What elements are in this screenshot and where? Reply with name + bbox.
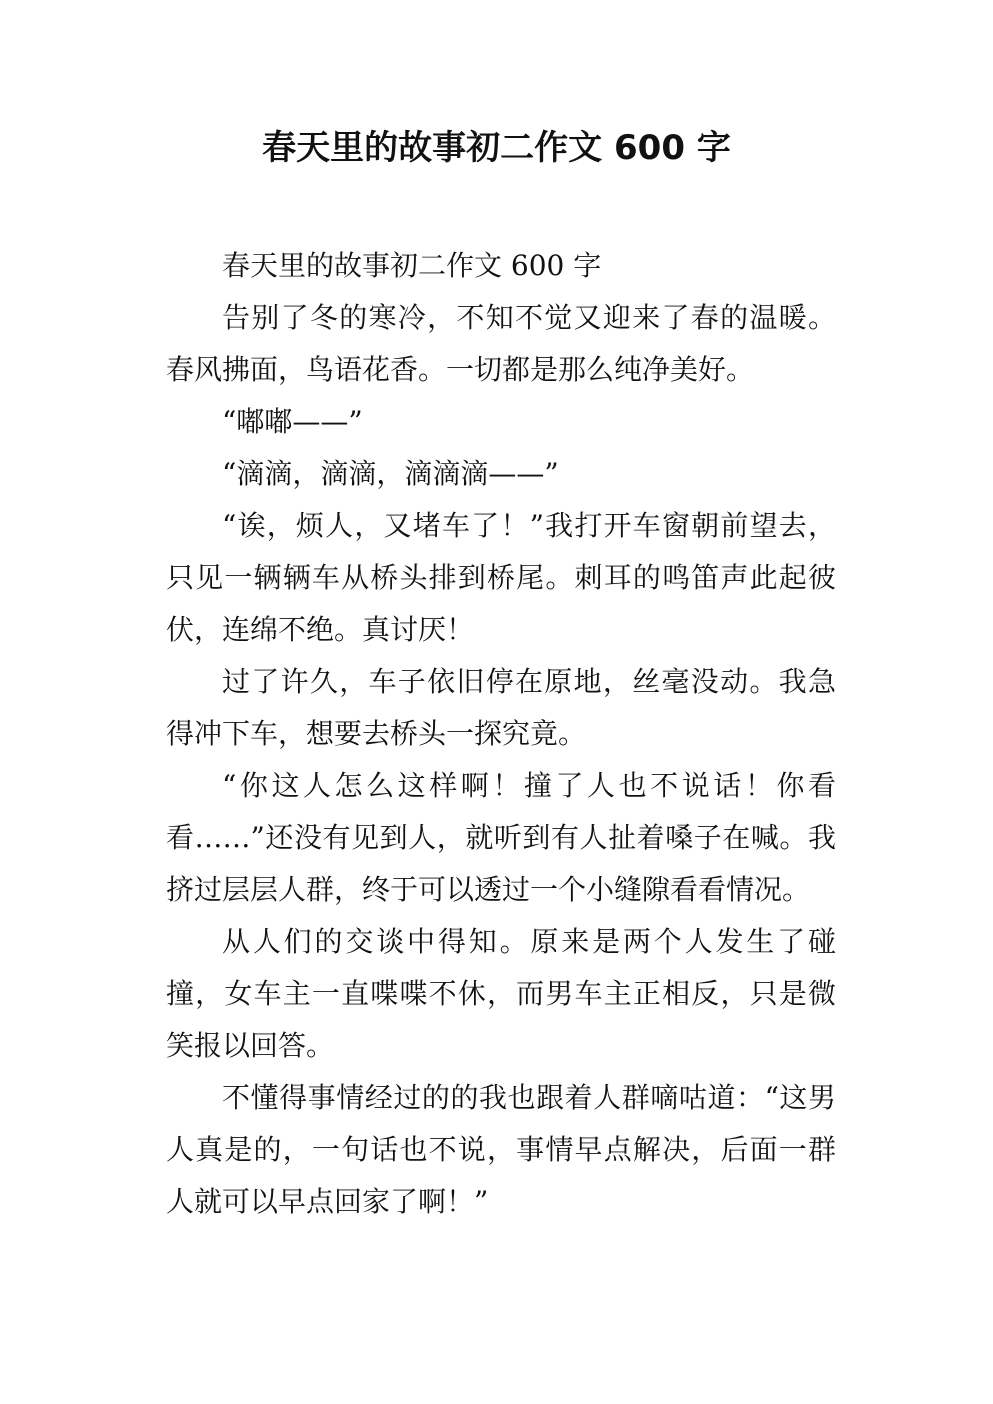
paragraph: 告别了冬的寒冷，不知不觉又迎来了春的温暖。春风拂面，鸟语花香。一切都是那么纯净美好。 xyxy=(166,301,836,386)
paragraph-subtitle: 春天里的故事初二作文 600 字 xyxy=(222,249,602,282)
paragraph: 过了许久，车子依旧停在原地，丝毫没动。我急得冲下车，想要去桥头一探究竟。 xyxy=(166,665,836,750)
paragraph: “诶，烦人，又堵车了！”我打开车窗朝前望去，只见一辆辆车从桥头排到桥尾。刺耳的鸣笛声此起彼伏，连绵不绝。真讨厌！ xyxy=(166,509,836,646)
paragraph: “你这人怎么这样啊！撞了人也不说话！你看看……”还没有见到人，就听到有人扯着嗓子在喊。我挤过层层人群，终于可以透过一个小缝隙看看情况。 xyxy=(166,769,836,906)
paragraph: “嘟嘟——” xyxy=(222,405,363,438)
document-title: 春天里的故事初二作文 600 字 xyxy=(262,128,731,168)
paragraph: “滴滴，滴滴，滴滴滴——” xyxy=(222,457,559,490)
document-body xyxy=(166,240,836,1228)
paragraph: 从人们的交谈中得知。原来是两个人发生了碰撞，女车主一直喋喋不休，而男车主正相反，只是微笑报以回答。 xyxy=(166,925,836,1062)
paragraph: 不懂得事情经过的的我也跟着人群嘀咕道：“这男人真是的，一句话也不说，事情早点解决，后面一群人就可以早点回家了啊！” xyxy=(166,1081,836,1218)
